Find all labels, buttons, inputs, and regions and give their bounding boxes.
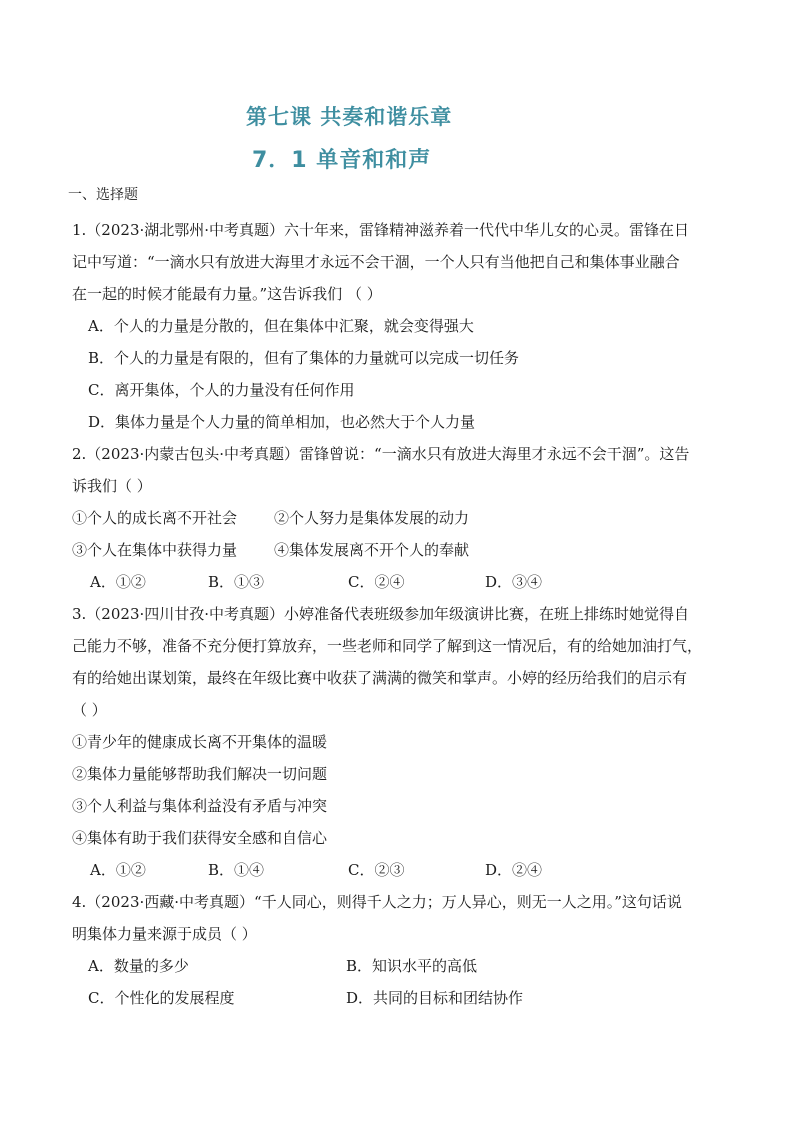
question-2-option-c: C．②④ [348,573,405,591]
question-3-options [88,860,728,880]
question-3-statement-2: ②集体力量能够帮助我们解决一切问题 [72,765,328,783]
question-3-option-c: C．②③ [348,861,405,879]
question-3-line-3: 有的给她出谋划策，最终在年级比赛中收获了满满的微笑和掌声。小婷的经历给我们的启示有 [72,669,688,687]
question-2-statement-3: ③个人在集体中获得力量 [72,541,238,559]
question-3-statement-3: ③个人利益与集体利益没有矛盾与冲突 [72,797,328,815]
question-4-option-d: D．共同的目标和团结协作 [346,989,524,1007]
question-1-line-3: 在一起的时候才能最有力量。”这告诉我们 （ ） [72,285,382,303]
question-1-option-c: C．离开集体，个人的力量没有任何作用 [88,381,355,399]
question-3-line-1: 3.（2023·四川甘孜·中考真题）小婷准备代表班级参加年级演讲比赛，在班上排练时她觉得自 [72,605,690,623]
question-3-option-d: D．②④ [485,861,543,879]
question-1-option-d: D．集体力量是个人力量的简单相加，也必然大于个人力量 [88,413,476,431]
question-2-option-d: D．③④ [485,573,543,591]
section-heading: 一、选择题 [68,187,138,203]
page-subtitle: 7．1 单音和和声 [252,148,432,173]
question-2-option-a: A．①② [90,573,146,591]
question-1-option-b: B．个人的力量是有限的，但有了集体的力量就可以完成一切任务 [88,349,520,367]
question-3-line-4: （ ） [72,701,107,719]
question-2-statement-2: ②个人努力是集体发展的动力 [274,509,470,527]
question-2-line-1: 2.（2023·内蒙古包头·中考真题）雷锋曾说：“一滴水只有放进大海里才永远不会干涸”。这告 [72,445,690,463]
question-4-option-c: C．个性化的发展程度 [88,989,235,1007]
question-3-statement-1: ①青少年的健康成长离不开集体的温暖 [72,733,328,751]
question-2-statement-4: ④集体发展离不开个人的奉献 [274,541,470,559]
question-3-statement-4: ④集体有助于我们获得安全感和自信心 [72,829,328,847]
question-1-line-1: 1.（2023·湖北鄂州·中考真题）六十年来，雷锋精神滋养着一代代中华儿女的心灵。雷锋在日 [72,221,690,239]
question-4-option-b: B．知识水平的高低 [346,957,478,975]
question-3-option-b: B．①④ [208,861,265,879]
question-3-line-2: 己能力不够，准备不充分便打算放弃，一些老师和同学了解到这一情况后，有的给她加油打气， [72,637,703,655]
page-title: 第七课 共奏和谐乐章 [246,105,453,129]
question-1-option-a: A．个人的力量是分散的，但在集体中汇聚，就会变得强大 [88,317,474,335]
question-4-option-a: A．数量的多少 [88,957,189,975]
question-2-line-2: 诉我们（ ） [72,477,152,495]
question-4-line-2: 明集体力量来源于成员（ ） [72,925,257,943]
question-2-statement-1: ①个人的成长离不开社会 [72,509,238,527]
question-3-option-a: A．①② [90,861,146,879]
question-4-line-1: 4.（2023·西藏·中考真题）“千人同心，则得千人之力；万人异心，则无一人之用。”这句话说 [72,893,682,911]
question-2-options [88,572,728,592]
question-1-line-2: 记中写道：“一滴水只有放进大海里才永远不会干涸，一个人只有当他把自己和集体事业融合 [72,253,680,271]
question-2-option-b: B．①③ [208,573,265,591]
